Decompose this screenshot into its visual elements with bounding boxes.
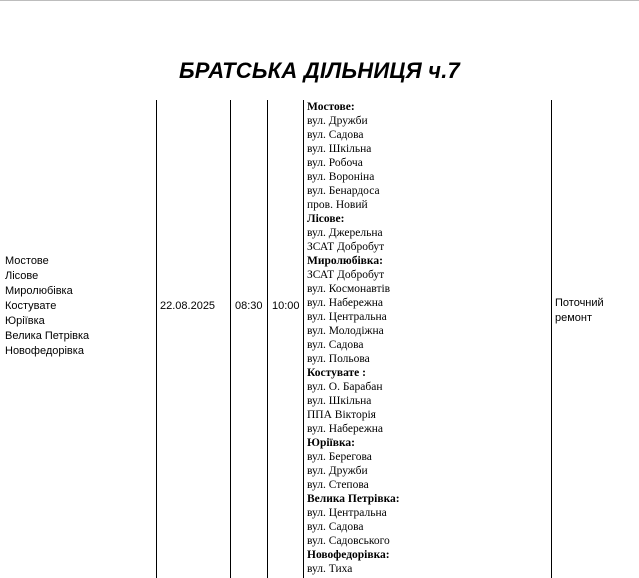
settlement-header: Миролюбівка: [307, 255, 383, 267]
page-title: БРАТСЬКА ДІЛЬНИЦЯ ч.7 [179, 58, 460, 83]
street-item: вул. Джерельна [307, 227, 383, 239]
village-name: Юріївка [5, 315, 45, 327]
column-divider [267, 100, 268, 578]
village-name: Велика Петрівка [5, 330, 90, 342]
street-item: вул. Вороніна [307, 171, 375, 183]
street-item: ЗСАТ Добробут [307, 269, 385, 281]
village-name: Лісове [5, 270, 39, 282]
reason-cell: Поточний ремонт [555, 297, 604, 324]
settlement-header: Лісове: [307, 213, 345, 225]
column-divider [156, 100, 157, 578]
time-end-cell: 10:00 [272, 300, 300, 312]
street-item: вул. Бенардоса [307, 185, 380, 197]
street-item: вул. Садова [307, 339, 364, 351]
street-item: вул. О. Барабан [307, 381, 383, 393]
street-item: вул. Набережна [307, 423, 384, 435]
street-item: вул. Садовського [307, 535, 390, 547]
outage-table [0, 100, 639, 578]
street-item: вул. Садова [307, 129, 364, 141]
street-item: вул. Космонавтів [307, 283, 391, 295]
settlement-header: Велика Петрівка: [307, 493, 400, 505]
column-divider [230, 100, 231, 578]
settlement-header: Новофедорівка: [307, 549, 390, 561]
street-item: вул. Садова [307, 521, 364, 533]
street-item: вул. Робоча [307, 157, 363, 169]
time-start-cell: 08:30 [235, 300, 263, 312]
street-item: вул. Центральна [307, 507, 387, 519]
street-item: вул. Набережна [307, 297, 384, 309]
streets-cell [307, 100, 400, 576]
street-item: вул. Берегова [307, 451, 372, 463]
street-item: вул. Дружби [307, 115, 368, 127]
settlement-header: Мостове: [307, 101, 355, 113]
village-name: Мостове [5, 255, 49, 267]
settlement-header: Юріївка: [307, 437, 355, 449]
street-item: вул. Шкільна [307, 143, 372, 155]
street-item: вул. Шкільна [307, 395, 372, 407]
column-divider [303, 100, 304, 578]
street-item: ЗСАТ Добробут [307, 241, 385, 253]
village-name: Костувате [5, 300, 57, 312]
street-item: вул. Центральна [307, 311, 387, 323]
street-item: пров. Новий [307, 199, 368, 211]
street-item: ППА Вікторія [307, 409, 376, 421]
column-divider [551, 100, 552, 578]
village-name: Миролюбівка [5, 285, 73, 297]
street-item: вул. Тиха [307, 563, 353, 575]
village-name: Новофедорівка [5, 345, 84, 357]
settlement-header: Костувате : [307, 367, 366, 379]
street-item: вул. Молодіжна [307, 325, 384, 337]
street-item: вул. Степова [307, 479, 369, 491]
top-border [0, 0, 639, 1]
date-cell: 22.08.2025 [160, 300, 216, 312]
street-item: вул. Дружби [307, 465, 368, 477]
villages-cell [5, 254, 89, 359]
street-item: вул. Польова [307, 353, 370, 365]
